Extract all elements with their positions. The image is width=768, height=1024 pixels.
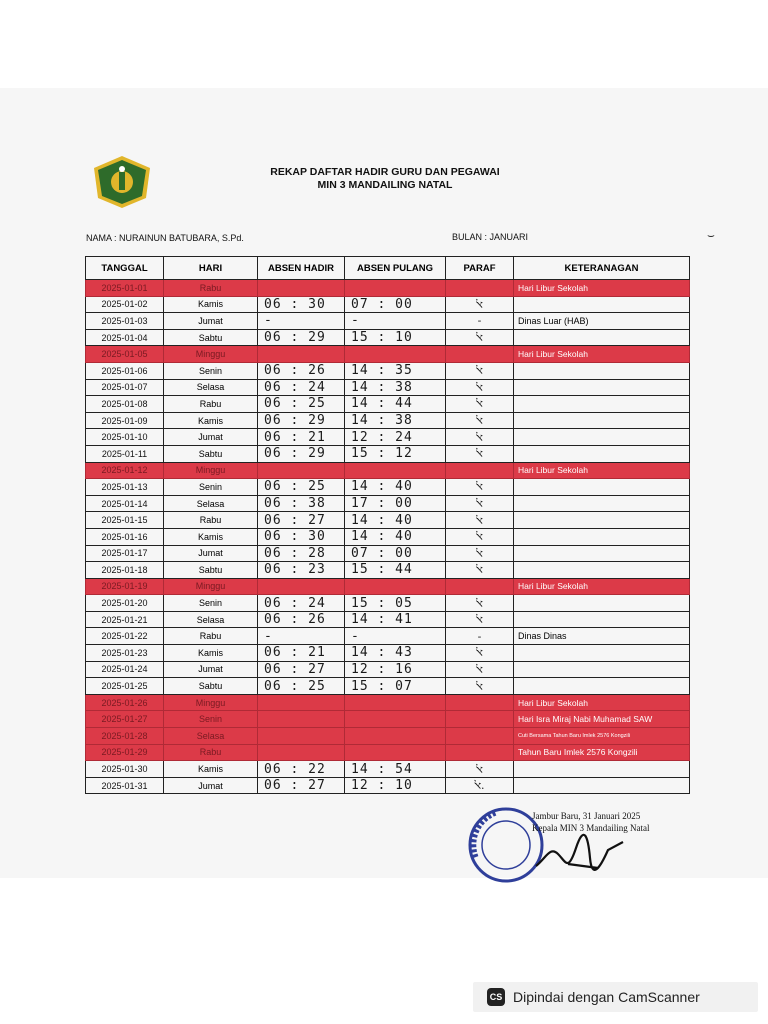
cell-absen-hadir (258, 728, 345, 745)
cell-paraf: ﭏ (446, 562, 514, 579)
column-header-keterangan: KETERANAGAN (514, 257, 690, 280)
cell-absen-pulang (345, 280, 446, 297)
cell-absen-hadir: 06 : 29 (258, 329, 345, 346)
cell-tanggal: 2025-01-29 (86, 744, 164, 761)
cell-tanggal: 2025-01-24 (86, 661, 164, 678)
cell-keterangan (514, 512, 690, 529)
cell-paraf (446, 462, 514, 479)
cell-absen-pulang: 14 : 40 (345, 528, 446, 545)
cell-hari: Kamis (164, 645, 258, 662)
table-row (86, 512, 690, 529)
cell-absen-pulang: 15 : 12 (345, 445, 446, 462)
table-row (86, 661, 690, 678)
cell-keterangan (514, 495, 690, 512)
cell-absen-hadir: - (258, 313, 345, 330)
cell-hari: Jumat (164, 313, 258, 330)
cell-keterangan (514, 445, 690, 462)
cell-absen-hadir: 06 : 28 (258, 545, 345, 562)
handwritten-signature-icon (528, 828, 628, 878)
cell-absen-hadir: 06 : 24 (258, 379, 345, 396)
cell-paraf: ﭏ (446, 611, 514, 628)
camscanner-logo-icon: CS (487, 988, 505, 1006)
cell-keterangan: Dinas Dinas (514, 628, 690, 645)
column-header-paraf: PARAF (446, 257, 514, 280)
cell-keterangan (514, 528, 690, 545)
cell-absen-hadir: 06 : 29 (258, 412, 345, 429)
table-row (86, 777, 690, 794)
cell-paraf: ﭏ (446, 645, 514, 662)
cell-tanggal: 2025-01-18 (86, 562, 164, 579)
cell-paraf: ﭏ (446, 445, 514, 462)
cell-tanggal: 2025-01-01 (86, 280, 164, 297)
cell-keterangan: Hari Libur Sekolah (514, 280, 690, 297)
cell-absen-hadir: 06 : 38 (258, 495, 345, 512)
cell-tanggal: 2025-01-10 (86, 429, 164, 446)
cell-keterangan (514, 429, 690, 446)
employee-name: NAMA : NURAINUN BATUBARA, S.Pd. (86, 233, 244, 243)
cell-hari: Rabu (164, 744, 258, 761)
cell-absen-pulang: 15 : 05 (345, 595, 446, 612)
cell-absen-hadir: 06 : 29 (258, 445, 345, 462)
table-row (86, 611, 690, 628)
cell-absen-pulang: 14 : 38 (345, 379, 446, 396)
holiday-row (86, 694, 690, 711)
cell-keterangan: Hari Libur Sekolah (514, 462, 690, 479)
column-header-absen-pulang: ABSEN PULANG (345, 257, 446, 280)
cell-absen-pulang (345, 744, 446, 761)
cell-tanggal: 2025-01-13 (86, 479, 164, 496)
document-subtitle: MIN 3 MANDAILING NATAL (317, 179, 453, 191)
cell-absen-pulang: 17 : 00 (345, 495, 446, 512)
cell-absen-pulang: 15 : 07 (345, 678, 446, 695)
cell-hari: Rabu (164, 396, 258, 413)
cell-hari: Minggu (164, 346, 258, 363)
cell-keterangan: Hari Libur Sekolah (514, 578, 690, 595)
signature-position: Kepala MIN 3 Mandailing Natal (532, 823, 650, 833)
cell-keterangan (514, 661, 690, 678)
cell-absen-hadir (258, 694, 345, 711)
cell-hari: Jumat (164, 545, 258, 562)
holiday-row (86, 280, 690, 297)
table-row (86, 495, 690, 512)
table-row (86, 429, 690, 446)
cell-absen-pulang (345, 578, 446, 595)
table-header-row (86, 257, 690, 280)
table-row (86, 362, 690, 379)
cell-absen-pulang (345, 346, 446, 363)
cell-absen-pulang: 15 : 10 (345, 329, 446, 346)
table-row (86, 313, 690, 330)
cell-paraf: ﭏ (446, 479, 514, 496)
cell-absen-pulang (345, 711, 446, 728)
cell-absen-pulang (345, 728, 446, 745)
cell-paraf (446, 711, 514, 728)
cell-hari: Jumat (164, 429, 258, 446)
table-row (86, 628, 690, 645)
cell-absen-pulang: 14 : 35 (345, 362, 446, 379)
corner-mark: ⌣ (707, 228, 715, 242)
cell-keterangan: Cuti Bersama Tahun Baru Imlek 2576 Kongzili (514, 728, 690, 745)
cell-absen-pulang: 07 : 00 (345, 545, 446, 562)
cell-tanggal: 2025-01-02 (86, 296, 164, 313)
cell-tanggal: 2025-01-11 (86, 445, 164, 462)
cell-hari: Sabtu (164, 445, 258, 462)
cell-keterangan (514, 479, 690, 496)
document-title: REKAP DAFTAR HADIR GURU DAN PEGAWAI (270, 166, 500, 178)
holiday-row (86, 711, 690, 728)
cell-absen-hadir (258, 578, 345, 595)
table-row (86, 595, 690, 612)
cell-hari: Kamis (164, 412, 258, 429)
holiday-row (86, 578, 690, 595)
cell-keterangan (514, 362, 690, 379)
cell-absen-hadir: 06 : 30 (258, 296, 345, 313)
cell-keterangan: Hari Libur Sekolah (514, 694, 690, 711)
cell-tanggal: 2025-01-20 (86, 595, 164, 612)
cell-keterangan (514, 379, 690, 396)
cell-hari: Senin (164, 711, 258, 728)
cell-tanggal: 2025-01-14 (86, 495, 164, 512)
cell-tanggal: 2025-01-17 (86, 545, 164, 562)
cell-paraf: ﭏ (446, 396, 514, 413)
cell-hari: Sabtu (164, 329, 258, 346)
cell-tanggal: 2025-01-22 (86, 628, 164, 645)
cell-keterangan (514, 777, 690, 794)
cell-hari: Minggu (164, 578, 258, 595)
table-row (86, 545, 690, 562)
cell-absen-hadir: 06 : 23 (258, 562, 345, 579)
table-row (86, 412, 690, 429)
cell-absen-pulang: - (345, 313, 446, 330)
cell-absen-pulang: 14 : 38 (345, 412, 446, 429)
table-row (86, 396, 690, 413)
cell-tanggal: 2025-01-04 (86, 329, 164, 346)
cell-paraf (446, 346, 514, 363)
cell-tanggal: 2025-01-31 (86, 777, 164, 794)
cell-absen-hadir: - (258, 628, 345, 645)
cell-absen-hadir: 06 : 25 (258, 479, 345, 496)
cell-tanggal: 2025-01-15 (86, 512, 164, 529)
attendance-table (85, 256, 690, 794)
cell-paraf (446, 280, 514, 297)
cell-absen-pulang: 07 : 00 (345, 296, 446, 313)
cell-tanggal: 2025-01-07 (86, 379, 164, 396)
cell-absen-pulang: 14 : 43 (345, 645, 446, 662)
cell-paraf (446, 694, 514, 711)
cell-absen-pulang: 12 : 24 (345, 429, 446, 446)
cell-keterangan (514, 678, 690, 695)
cell-absen-hadir: 06 : 25 (258, 396, 345, 413)
cell-paraf: ﭏ (446, 429, 514, 446)
cell-paraf: ﭏ (446, 595, 514, 612)
cell-hari: Selasa (164, 495, 258, 512)
table-row (86, 329, 690, 346)
cell-tanggal: 2025-01-21 (86, 611, 164, 628)
cell-tanggal: 2025-01-26 (86, 694, 164, 711)
cell-paraf: ﭏ (446, 678, 514, 695)
cell-paraf: ﭏ (446, 296, 514, 313)
cell-keterangan (514, 595, 690, 612)
cell-keterangan (514, 562, 690, 579)
cell-hari: Senin (164, 362, 258, 379)
cell-hari: Senin (164, 479, 258, 496)
cell-hari: Kamis (164, 761, 258, 778)
cell-absen-pulang: - (345, 628, 446, 645)
cell-keterangan (514, 645, 690, 662)
cell-hari: Sabtu (164, 562, 258, 579)
cell-tanggal: 2025-01-05 (86, 346, 164, 363)
cell-tanggal: 2025-01-25 (86, 678, 164, 695)
cell-keterangan (514, 412, 690, 429)
camscanner-watermark (473, 982, 758, 1012)
attendance-table-body (86, 280, 690, 794)
cell-paraf: ﭏ (446, 545, 514, 562)
ministry-logo-icon (90, 154, 154, 210)
cell-hari: Selasa (164, 728, 258, 745)
cell-keterangan (514, 545, 690, 562)
cell-absen-pulang: 14 : 41 (345, 611, 446, 628)
cell-paraf: ﭏ (446, 362, 514, 379)
cell-tanggal: 2025-01-08 (86, 396, 164, 413)
holiday-row (86, 744, 690, 761)
cell-keterangan: Hari Isra Miraj Nabi Muhamad SAW (514, 711, 690, 728)
cell-absen-hadir: 06 : 21 (258, 429, 345, 446)
table-row (86, 562, 690, 579)
cell-absen-pulang: 14 : 40 (345, 512, 446, 529)
cell-paraf: ﭏ (446, 512, 514, 529)
cell-paraf: - (446, 628, 514, 645)
column-header-tanggal: TANGGAL (86, 257, 164, 280)
cell-hari: Jumat (164, 661, 258, 678)
cell-hari: Kamis (164, 296, 258, 313)
cell-tanggal: 2025-01-23 (86, 645, 164, 662)
cell-absen-hadir: 06 : 25 (258, 678, 345, 695)
holiday-row (86, 346, 690, 363)
cell-hari: Minggu (164, 462, 258, 479)
cell-tanggal: 2025-01-19 (86, 578, 164, 595)
cell-hari: Jumat (164, 777, 258, 794)
holiday-row (86, 462, 690, 479)
cell-absen-hadir: 06 : 30 (258, 528, 345, 545)
cell-tanggal: 2025-01-12 (86, 462, 164, 479)
cell-keterangan (514, 329, 690, 346)
cell-paraf: ﭏ (446, 761, 514, 778)
cell-absen-hadir: 06 : 27 (258, 512, 345, 529)
cell-absen-pulang: 15 : 44 (345, 562, 446, 579)
cell-hari: Rabu (164, 280, 258, 297)
cell-tanggal: 2025-01-06 (86, 362, 164, 379)
cell-keterangan (514, 396, 690, 413)
cell-absen-pulang: 14 : 44 (345, 396, 446, 413)
cell-absen-pulang: 12 : 10 (345, 777, 446, 794)
table-row (86, 479, 690, 496)
cell-absen-hadir (258, 744, 345, 761)
holiday-row (86, 728, 690, 745)
table-row (86, 761, 690, 778)
cell-hari: Selasa (164, 611, 258, 628)
cell-absen-pulang: 12 : 16 (345, 661, 446, 678)
cell-absen-pulang: 14 : 54 (345, 761, 446, 778)
cell-hari: Rabu (164, 512, 258, 529)
cell-absen-pulang: 14 : 40 (345, 479, 446, 496)
cell-hari: Kamis (164, 528, 258, 545)
cell-paraf: ﭏ (446, 528, 514, 545)
cell-tanggal: 2025-01-03 (86, 313, 164, 330)
cell-absen-pulang (345, 694, 446, 711)
cell-absen-hadir (258, 280, 345, 297)
cell-keterangan (514, 296, 690, 313)
cell-paraf: ﭏ (446, 661, 514, 678)
cell-paraf: ﭏ (446, 329, 514, 346)
cell-keterangan (514, 761, 690, 778)
cell-absen-hadir: 06 : 24 (258, 595, 345, 612)
table-row (86, 678, 690, 695)
cell-hari: Senin (164, 595, 258, 612)
cell-keterangan: Dinas Luar (HAB) (514, 313, 690, 330)
table-row (86, 379, 690, 396)
signature-place-date: Jambur Baru, 31 Januari 2025 (532, 811, 641, 821)
cell-hari: Minggu (164, 694, 258, 711)
cell-tanggal: 2025-01-16 (86, 528, 164, 545)
cell-hari: Selasa (164, 379, 258, 396)
cell-absen-hadir: 06 : 26 (258, 611, 345, 628)
cell-paraf: ﭏ (446, 412, 514, 429)
cell-paraf: ﭏ (446, 379, 514, 396)
table-row (86, 445, 690, 462)
cell-tanggal: 2025-01-09 (86, 412, 164, 429)
cell-absen-hadir (258, 462, 345, 479)
cell-keterangan: Hari Libur Sekolah (514, 346, 690, 363)
cell-absen-pulang (345, 462, 446, 479)
cell-keterangan (514, 611, 690, 628)
cell-paraf: ﭏ. (446, 777, 514, 794)
table-row (86, 528, 690, 545)
cell-paraf: - (446, 313, 514, 330)
cell-absen-hadir: 06 : 26 (258, 362, 345, 379)
table-row (86, 645, 690, 662)
cell-paraf (446, 578, 514, 595)
cell-absen-hadir: 06 : 22 (258, 761, 345, 778)
cell-hari: Sabtu (164, 678, 258, 695)
cell-absen-hadir: 06 : 27 (258, 777, 345, 794)
column-header-hari: HARI (164, 257, 258, 280)
cell-absen-hadir: 06 : 21 (258, 645, 345, 662)
table-row (86, 296, 690, 313)
cell-absen-hadir (258, 711, 345, 728)
cell-hari: Rabu (164, 628, 258, 645)
cell-absen-hadir: 06 : 27 (258, 661, 345, 678)
cell-paraf (446, 744, 514, 761)
camscanner-label: Dipindai dengan CamScanner (513, 989, 700, 1005)
cell-tanggal: 2025-01-30 (86, 761, 164, 778)
month-label: BULAN : JANUARI (452, 232, 529, 242)
cell-tanggal: 2025-01-27 (86, 711, 164, 728)
column-header-absen-hadir: ABSEN HADIR (258, 257, 345, 280)
cell-paraf: ﭏ (446, 495, 514, 512)
cell-keterangan: Tahun Baru Imlek 2576 Kongzili (514, 744, 690, 761)
cell-absen-hadir (258, 346, 345, 363)
cell-paraf (446, 728, 514, 745)
cell-tanggal: 2025-01-28 (86, 728, 164, 745)
